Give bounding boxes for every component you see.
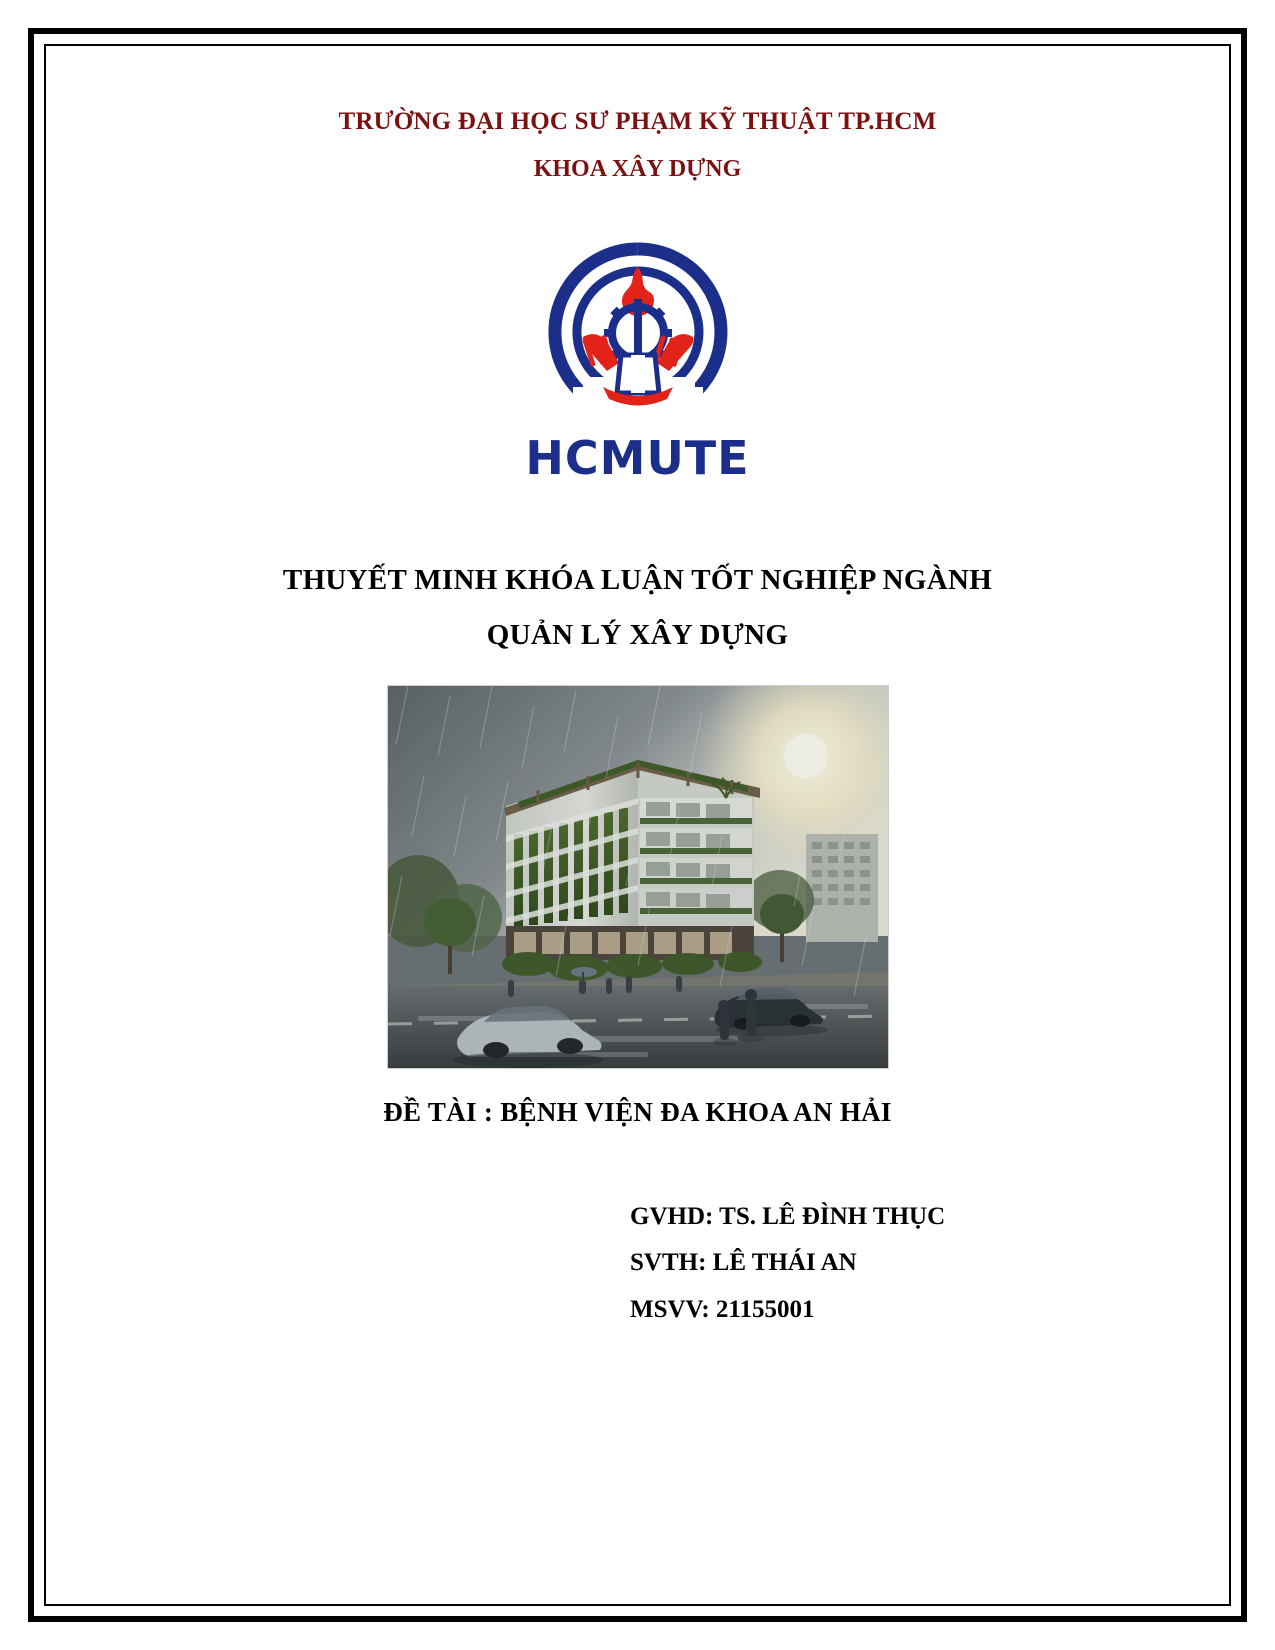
credit-row-svth [630, 1240, 1175, 1286]
credit-label-svth: SVTH: [630, 1249, 707, 1277]
credit-value-svth: LÊ THÁI AN [712, 1249, 857, 1277]
credit-label-gvhd: GVHD: [630, 1203, 714, 1231]
credit-value-msvv: 21155001 [715, 1295, 815, 1323]
university-name: TRƯỜNG ĐẠI HỌC SƯ PHẠM KỸ THUẬT TP.HCM [338, 108, 937, 135]
logo-wordmark: HCMUTE [525, 431, 750, 485]
credit-row-gvhd [630, 1194, 1175, 1240]
faculty-name: KHOA XÂY DỰNG [533, 156, 742, 182]
thesis-subject: ĐỀ TÀI : BỆNH VIỆN ĐA KHOA AN HẢI [383, 1097, 892, 1128]
hcmute-emblem-icon [543, 237, 733, 427]
thesis-title-line-1: THUYẾT MINH KHÓA LUẬN TỐT NGHIỆP NGÀNH [282, 564, 993, 596]
university-logo [100, 237, 1175, 485]
credit-label-msvv: MSVV: [630, 1295, 710, 1323]
cover-content [100, 80, 1175, 1570]
credit-row-msvv [630, 1287, 1175, 1333]
credits-block [100, 1194, 1175, 1333]
cover-image-container [100, 685, 1175, 1069]
thesis-title-line-2: QUẢN LÝ XÂY DỰNG [486, 619, 789, 652]
thesis-title [100, 553, 1175, 663]
hospital-exterior-render [387, 685, 889, 1069]
credit-value-gvhd: TS. LÊ ĐÌNH THỤC [719, 1203, 946, 1231]
